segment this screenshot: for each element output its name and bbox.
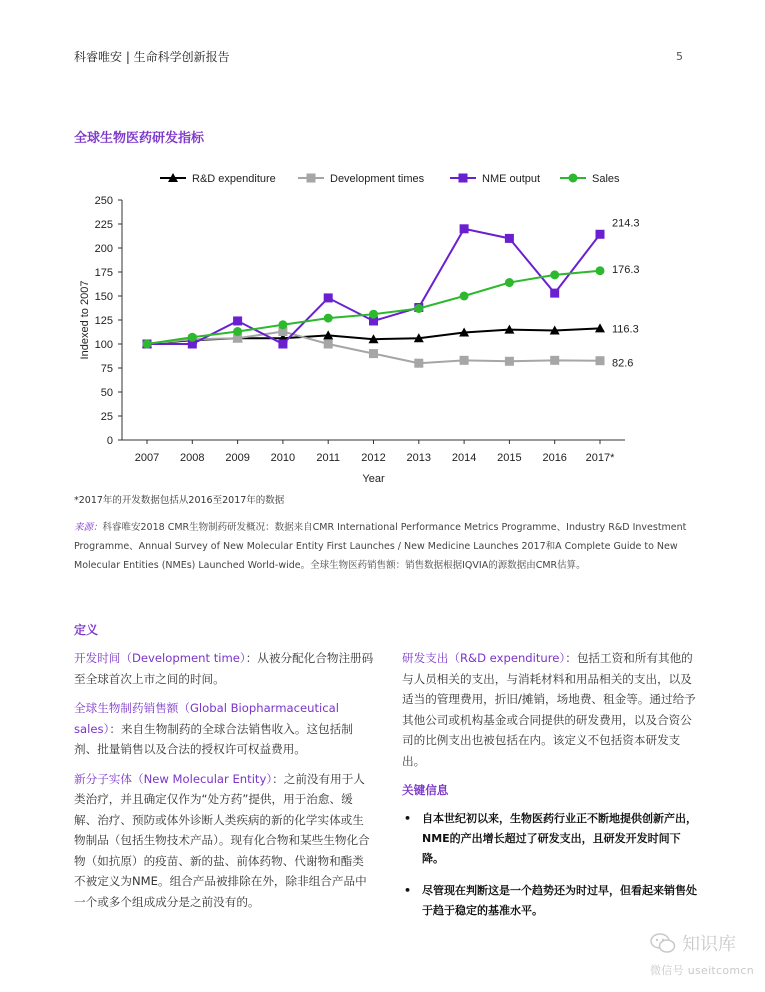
- key-info-item: [402, 881, 702, 921]
- chart-footnote: *2017年的开发数据包括从2016至2017年的数据: [74, 495, 285, 506]
- definition-rd-expenditure: [402, 648, 702, 771]
- definition-term: 全球生物制药销售额（Global Biopharmaceutical sales）: [74, 701, 339, 736]
- data-point: [505, 278, 514, 287]
- x-tick-label: 2010: [270, 452, 296, 464]
- legend-label: NME output: [482, 173, 541, 185]
- data-point: [278, 320, 287, 329]
- definition-nme: [74, 769, 374, 913]
- definitions-title: 定义: [74, 623, 99, 637]
- data-point: [369, 349, 378, 358]
- end-value-label: 176.3: [612, 263, 640, 276]
- y-tick-label: 150: [94, 291, 113, 303]
- definition-term: 新分子实体（New Molecular Entity）: [74, 771, 273, 786]
- data-point: [596, 230, 605, 239]
- y-tick-label: 25: [100, 411, 113, 423]
- legend-marker: [569, 174, 578, 183]
- data-point: [596, 266, 605, 275]
- y-tick-label: 125: [94, 315, 113, 327]
- rd-indicators-line-chart: [70, 160, 690, 490]
- end-value-label: 116.3: [612, 323, 639, 336]
- source-note: [74, 518, 699, 575]
- definition-text: ：来自生物制药的全球合法销售收入。这包括制剂、批量销售以及合法的授权许可权益费用。: [74, 721, 353, 756]
- legend-label: Development times: [330, 173, 425, 185]
- y-tick-label: 75: [100, 363, 113, 375]
- data-point: [460, 356, 469, 365]
- data-point: [233, 316, 242, 325]
- x-axis-title: Year: [362, 473, 385, 485]
- data-point: [324, 314, 333, 323]
- legend-marker: [459, 174, 468, 183]
- x-tick-label: 2007: [134, 452, 160, 464]
- end-value-label: 82.6: [612, 357, 634, 370]
- watermark-subtitle: 微信号 useitcomcn: [650, 964, 755, 977]
- watermark-brand: 知识库: [682, 934, 736, 955]
- data-point: [550, 289, 559, 298]
- y-tick-label: 225: [94, 219, 113, 231]
- page-number: 5: [676, 50, 683, 63]
- y-tick-label: 200: [94, 243, 113, 255]
- key-info-text: 自本世纪初以来，生物医药行业正不断地提供创新产出，NME的产出增长超过了研发支出，且研发开发时间下降。: [422, 811, 697, 865]
- report-header: 科睿唯安 | 生命科学创新报告: [74, 50, 230, 64]
- data-point: [188, 333, 197, 342]
- definitions-right-column: [402, 648, 702, 933]
- data-point: [143, 340, 152, 349]
- definition-term: 开发时间（Development time）: [74, 651, 246, 665]
- key-info-list: [402, 809, 702, 921]
- data-point: [505, 234, 514, 243]
- data-point: [233, 327, 242, 336]
- wechat-icon: [650, 932, 676, 954]
- y-tick-label: 175: [94, 267, 113, 279]
- definition-term: 研发支出（R&D expenditure）: [402, 651, 566, 665]
- data-point: [550, 270, 559, 279]
- x-tick-label: 2009: [225, 452, 250, 464]
- x-tick-label: 2013: [406, 452, 432, 464]
- data-point: [369, 310, 378, 319]
- x-tick-label: 2014: [451, 452, 477, 464]
- key-info-title: 关键信息: [402, 783, 449, 797]
- key-info-text: 尽管现在判断这是一个趋势还为时过早，但看起来销售处于趋于稳定的基准水平。: [422, 883, 697, 917]
- definition-development-time: [74, 648, 374, 689]
- x-tick-label: 2015: [497, 452, 522, 464]
- definition-global-sales: [74, 698, 374, 760]
- definitions-left-column: [74, 648, 374, 921]
- end-value-label: 214.3: [612, 217, 640, 230]
- x-tick-label: 2008: [180, 452, 205, 464]
- y-axis-title: Indexed to 2007: [79, 280, 91, 360]
- data-point: [460, 292, 469, 301]
- y-tick-label: 0: [106, 435, 113, 447]
- definition-text: ：之前没有用于人类治疗，并且确定仅作为“处方药”提供，用于治愈、缓解、治疗、预防或体外诊断人类疾病的新的化学实体或生物制品（包括生物技术产品）。现有化合物和某些生物化合物（如抗原）的疫苗、新的盐、前体药物、代谢物和酯类不被定义为NME。组合产品被排除在外，除非组合产品中一个或多个组成成分是之前没有的。: [74, 771, 370, 909]
- legend-marker: [307, 174, 316, 183]
- data-point: [324, 340, 333, 349]
- bullet-icon: •: [404, 811, 412, 825]
- watermark: [650, 930, 754, 978]
- x-tick-label: 2011: [316, 452, 341, 464]
- data-point: [596, 356, 605, 365]
- bullet-icon: •: [404, 883, 412, 897]
- data-point: [278, 340, 287, 349]
- key-info-item: [402, 809, 702, 869]
- definition-text: ：包括工资和所有其他的与人员相关的支出，与消耗材料和用品相关的支出，以及适当的管理费用，折旧/摊销，场地费、租金等。通过给予其他公司或机构基金或合同提供的研发费用，以及合资公司的比例支出也被包括在内。该定义不包括资本研发支出。: [402, 651, 696, 768]
- legend-label: Sales: [592, 173, 620, 185]
- x-tick-label: 2016: [542, 452, 567, 464]
- y-tick-label: 100: [94, 339, 113, 351]
- data-point: [414, 359, 423, 368]
- x-tick-label: 2017*: [585, 452, 615, 464]
- data-point: [505, 357, 514, 366]
- data-point: [414, 304, 423, 313]
- data-point: [550, 356, 559, 365]
- y-tick-label: 250: [94, 195, 113, 207]
- definition-text: ：从被分配化合物注册码至全球首次上市之间的时间。: [74, 651, 374, 686]
- section-title: 全球生物医药研发指标: [74, 131, 205, 146]
- x-tick-label: 2012: [361, 452, 386, 464]
- data-point: [460, 224, 469, 233]
- legend-label: R&D expenditure: [192, 173, 276, 185]
- series-line: [147, 229, 600, 344]
- source-text: 科睿唯安2018 CMR生物制药研发概况：数据来自CMR International Performance Metrics Programme、Industry R&D Investment Programme、Annual Survey of New Molecular Entity First Launches / New Medicine Launches 2017和A Complete Guide to New Molecular Entities (NMEs) Launched World-wide。全球生物医药销售额：销售数据根据IQVIA的源数据由CMR估算。: [74, 522, 687, 571]
- data-point: [324, 293, 333, 302]
- y-tick-label: 50: [100, 387, 113, 399]
- source-label: 来源：: [74, 522, 103, 533]
